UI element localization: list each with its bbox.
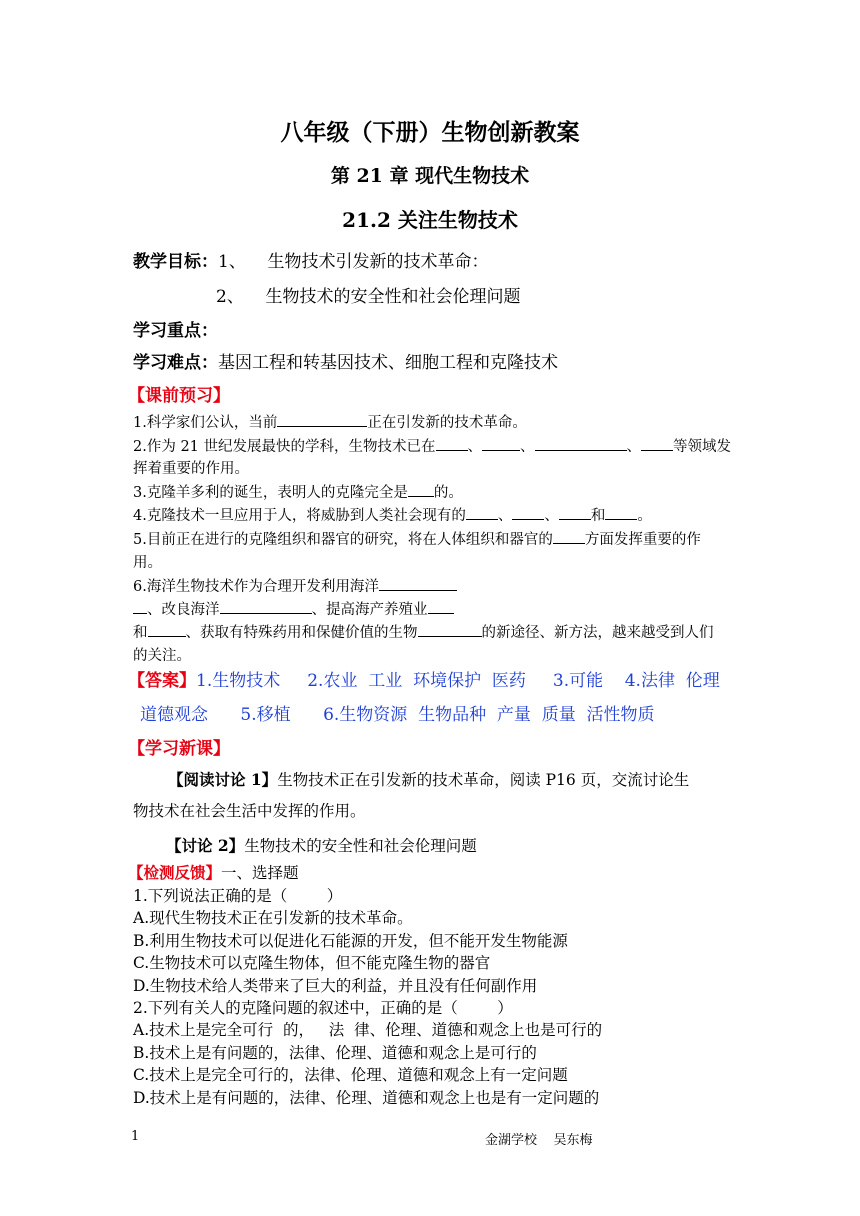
question-1-option-b: B.利用生物技术可以促进化石能源的开发，但不能开发生物能源 bbox=[133, 932, 568, 950]
chapter-title: 第 21 章 现代生物技术 bbox=[330, 165, 530, 187]
q6-blank-3 bbox=[428, 600, 454, 614]
preview-q3 bbox=[133, 481, 463, 502]
q4-and: 和 bbox=[590, 508, 606, 524]
objectives-line2 bbox=[216, 282, 520, 307]
q2-sep-1: 、 bbox=[467, 439, 483, 455]
objectives-line1 bbox=[133, 247, 488, 272]
discussion-2 bbox=[166, 834, 477, 856]
q5-blank bbox=[553, 530, 585, 544]
preview-q5 bbox=[133, 528, 701, 549]
preview-q2-cont: 挥着重要的作用。 bbox=[133, 461, 249, 477]
q2-text-a: 2.作为 21 世纪发展最快的学科，生物技术已在 bbox=[133, 439, 436, 455]
preview-q6-line4: 的关注。 bbox=[133, 648, 191, 664]
q1-blank bbox=[277, 413, 367, 427]
q2-sep-3: 、 bbox=[626, 439, 642, 455]
answers-text-1: 1.生物技术 2.农业 工业 环境保护 医药 3.可能 4.法律 伦理 bbox=[196, 671, 720, 691]
q4-blank-2 bbox=[512, 506, 544, 520]
answers-line1 bbox=[128, 666, 720, 691]
focus-label: 学习重点： bbox=[133, 321, 218, 341]
q3-text-b: 的。 bbox=[433, 485, 463, 501]
preview-q6 bbox=[133, 575, 457, 596]
answers-label: 【答案】 bbox=[128, 671, 196, 691]
q4-blank-4 bbox=[605, 506, 637, 520]
difficulty-text: 基因工程和转基因技术、细胞工程和克隆技术 bbox=[218, 353, 558, 373]
discussion-2-label: 【讨论 2】 bbox=[166, 836, 245, 855]
q2-blank-4 bbox=[641, 437, 673, 451]
q4-text-a: 4.克隆技术一旦应用于人，将威胁到人类社会现有的 bbox=[133, 508, 466, 524]
q1-text-b: 正在引发新的技术革命。 bbox=[367, 415, 527, 431]
objective-1-num: 1、 bbox=[218, 252, 246, 272]
q6-blank-1b bbox=[133, 600, 147, 614]
preview-q6-line3 bbox=[133, 621, 714, 642]
q4-blank-3 bbox=[559, 506, 591, 520]
question-2-option-b: B.技术上是有问题的，法律、伦理、道德和观念上是可行的 bbox=[133, 1044, 537, 1062]
q1-text-a: 1.科学家们公认，当前 bbox=[133, 415, 278, 431]
discussion-1 bbox=[168, 768, 689, 790]
new-lesson-heading: 【学习新课】 bbox=[128, 739, 230, 759]
objective-2-num: 2、 bbox=[216, 287, 244, 307]
q6-blank-4 bbox=[148, 623, 186, 637]
preview-heading: 【课前预习】 bbox=[128, 386, 230, 406]
document-title: 八年级（下册）生物创新教案 bbox=[280, 119, 580, 146]
q2-blank-1 bbox=[436, 437, 468, 451]
discussion-1-label: 【阅读讨论 1】 bbox=[168, 770, 278, 789]
question-2: 2.下列有关人的克隆问题的叙述中，正确的是（ ） bbox=[133, 999, 513, 1017]
q5-text-a: 5.目前正在进行的克隆组织和器官的研究，将在人体组织和器官的 bbox=[133, 532, 553, 548]
q6-text-b: 、改良海洋 bbox=[147, 602, 220, 618]
preview-q5-cont: 用。 bbox=[133, 555, 162, 571]
preview-q6-line2 bbox=[133, 598, 454, 619]
q6-blank-2 bbox=[220, 600, 312, 614]
question-1-option-d: D.生物技术给人类带来了巨大的利益，并且没有任何副作用 bbox=[133, 977, 538, 995]
question-2-option-d: D.技术上是有问题的，法律、伦理、道德和观念上也是有一定问题的 bbox=[133, 1089, 600, 1107]
q6-text-c: 、提高海产养殖业 bbox=[311, 602, 428, 618]
q4-blank-1 bbox=[466, 506, 498, 520]
q6-text-f: 的新途径、新方法，越来越受到人们 bbox=[481, 625, 714, 641]
answers-line2: 道德观念 5.移植 6.生物资源 生物品种 产量 质量 活性物质 bbox=[140, 705, 655, 725]
discussion-1-text: 生物技术正在引发新的技术革命，阅读 P16 页，交流讨论生 bbox=[277, 771, 690, 789]
q3-blank bbox=[408, 483, 434, 497]
feedback-line bbox=[128, 861, 299, 883]
difficulty-line bbox=[133, 348, 558, 373]
q4-sep-2: 、 bbox=[544, 508, 559, 524]
objectives-label: 教学目标： bbox=[133, 252, 218, 272]
q6-text-d: 和 bbox=[133, 625, 148, 641]
page-number: 1 bbox=[131, 1129, 140, 1144]
preview-q1 bbox=[133, 411, 527, 432]
objective-2: 生物技术的安全性和社会伦理问题 bbox=[265, 287, 521, 307]
q2-sep-2: 、 bbox=[520, 439, 535, 455]
q6-blank-1 bbox=[379, 577, 457, 591]
difficulty-label: 学习难点： bbox=[133, 353, 218, 373]
q6-text-e: 、获取有特殊药用和保健价值的生物 bbox=[185, 625, 418, 641]
q6-blank-5 bbox=[418, 623, 482, 637]
question-1-option-c: C.生物技术可以克隆生物体，但不能克隆生物的器官 bbox=[133, 954, 491, 972]
q6-text-a: 6.海洋生物技术作为合理开发利用海洋 bbox=[133, 579, 379, 595]
q4-sep-1: 、 bbox=[497, 508, 513, 524]
question-2-option-c: C.技术上是完全可行的，法律、伦理、道德和观念上有一定问题 bbox=[133, 1066, 568, 1084]
question-2-option-a: A.技术上是完全可行 的， 法 律、伦理、道德和观念上也是可行的 bbox=[133, 1021, 603, 1039]
feedback-sub: 一、选择题 bbox=[221, 864, 299, 882]
section-title: 21.2 关注生物技术 bbox=[342, 208, 518, 232]
objective-1: 生物技术引发新的技术革命： bbox=[267, 252, 489, 272]
question-1-option-a: A.现代生物技术正在引发新的技术革命。 bbox=[133, 909, 413, 927]
q2-text-b: 等领域发 bbox=[673, 439, 732, 455]
q3-text-a: 3.克隆羊多利的诞生，表明人的克隆完全是 bbox=[133, 485, 408, 501]
q2-blank-3 bbox=[535, 437, 627, 451]
question-1: 1.下列说法正确的是（ ） bbox=[133, 887, 343, 905]
discussion-2-text: 生物技术的安全性和社会伦理问题 bbox=[244, 837, 477, 855]
q4-text-b: 。 bbox=[637, 508, 652, 524]
q5-text-b: 方面发挥重要的作 bbox=[584, 532, 701, 548]
feedback-heading: 【检测反馈】 bbox=[128, 863, 222, 882]
preview-q2 bbox=[133, 435, 731, 456]
preview-q4 bbox=[133, 504, 652, 525]
q2-blank-2 bbox=[482, 437, 520, 451]
discussion-1-cont: 物技术在社会生活中发挥的作用。 bbox=[133, 802, 366, 820]
footer-author: 金湖学校 吴东梅 bbox=[485, 1133, 593, 1148]
